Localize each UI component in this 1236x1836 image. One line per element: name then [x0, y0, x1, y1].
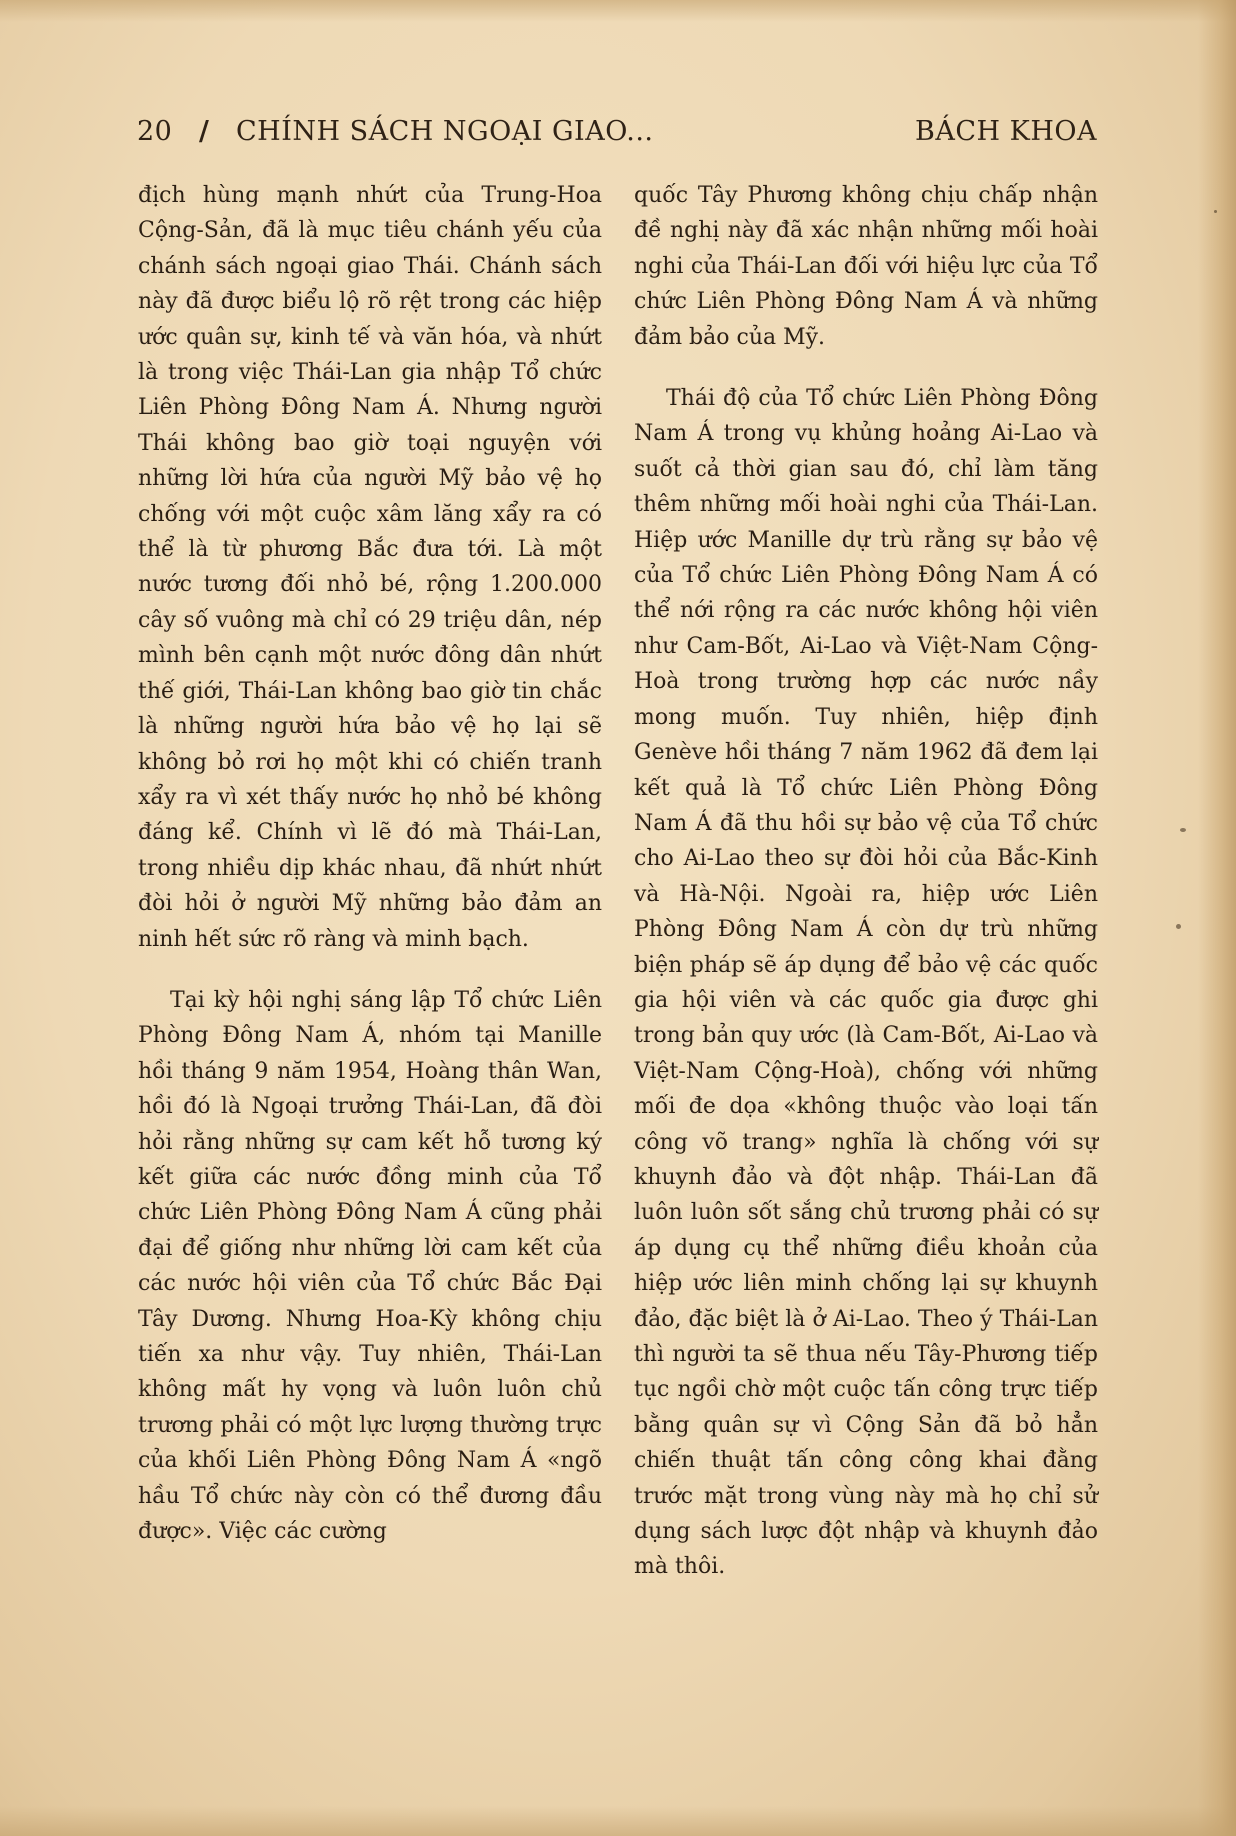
paper-speck	[1180, 828, 1186, 832]
page-right-edge-shading	[1198, 0, 1236, 1836]
paragraph: địch hùng mạnh nhứt của Trung-Hoa Cộng-Sản, đã là mục tiêu chánh yếu của chánh sách ngoại giao Thái. Chánh sách này đã được biểu lộ rõ rệt trong các hiệp ước quân sự, kinh tế và văn hóa, và nhứt là trong việc Thái-Lan gia nhập Tổ chức Liên Phòng Đông Nam Á. Nhưng người Thái không bao giờ toại nguyện với những lời hứa của người Mỹ bảo vệ họ chống với một cuộc xâm lăng xẩy ra có thể là từ phương Bắc đưa tới. Là một nước tương đối nhỏ bé, rộng 1.200.000 cây số vuông mà chỉ có 29 triệu dân, nép mình bên cạnh một nước đông dân nhứt thế giới, Thái-Lan không bao giờ tin chắc là những người hứa bảo vệ họ lại sẽ không bỏ rơi họ một khi có chiến tranh xẩy ra vì xét thấy nước họ nhỏ bé không đáng kể. Chính vì lẽ đó mà Thái-Lan, trong nhiều dịp khác nhau, đã nhứt nhứt đòi hỏi ở người Mỹ những bảo đảm an ninh hết sức rõ ràng và minh bạch.	[138, 183, 602, 952]
paragraph: Tại kỳ hội nghị sáng lập Tổ chức Liên Phòng Đông Nam Á, nhóm tại Manille hồi tháng 9 năm 1954, Hoàng thân Wan, hồi đó là Ngoại trưởng Thái-Lan, đã đòi hỏi rằng những sự cam kết hỗ tương ký kết giữa các nước đồng minh của Tổ chức Liên Phòng Đông Nam Á cũng phải đại để giống như những lời cam kết của các nước hội viên của Tổ chức Bắc Đại Tây Dương. Nhưng Hoa-Kỳ không chịu tiến xa như vậy. Tuy nhiên, Thái-Lan không mất hy vọng và luôn luôn chủ trương phải có một lực lượng thường trực của khối Liên Phòng Đông Nam Á «ngõ hầu Tổ chức này còn có thể đương đầu được». Việc các cường	[138, 987, 602, 1545]
header-separator: /	[199, 116, 210, 147]
article-title: CHÍNH SÁCH NGOẠI GIAO...	[236, 116, 654, 147]
magazine-name: BÁCH KHOA	[915, 116, 1097, 147]
paragraph-gap	[138, 957, 602, 983]
paragraph: quốc Tây Phương không chịu chấp nhận đề nghị này đã xác nhận những mối hoài nghi của Thái-Lan đối với hiệu lực của Tổ chức Liên Phòng Đông Nam Á và những đảm bảo của Mỹ.	[634, 183, 1098, 350]
page-top-edge-shading	[0, 0, 1236, 22]
paper-speck	[1176, 924, 1181, 929]
running-header	[137, 116, 1097, 156]
left-column	[138, 178, 602, 1549]
paragraph: Thái độ của Tổ chức Liên Phòng Đông Nam Á trong vụ khủng hoảng Ai-Lao và suốt cả thời gian sau đó, chỉ làm tăng thêm những mối hoài nghi của Thái-Lan. Hiệp ước Manille dự trù rằng sự bảo vệ của Tổ chức Liên Phòng Đông Nam Á có thể nới rộng ra các nước không hội viên như Cam-Bốt, Ai-Lao và Việt-Nam Cộng-Hoà trong trường hợp các nước nầy mong muốn. Tuy nhiên, hiệp định Genève hồi tháng 7 năm 1962 đã đem lại kết quả là Tổ chức Liên Phòng Đông Nam Á đã thu hồi sự bảo vệ của Tổ chức cho Ai-Lao theo sự đòi hỏi của Bắc-Kinh và Hà-Nội. Ngoài ra, hiệp ước Liên Phòng Đông Nam Á còn dự trù những biện pháp sẽ áp dụng để bảo vệ các quốc gia hội viên và các quốc gia được ghi trong bản quy ước (là Cam-Bốt, Ai-Lao và Việt-Nam Cộng-Hoà), chống với những mối đe dọa «không thuộc vào loại tấn công võ trang» nghĩa là chống với sự khuynh đảo và đột nhập. Thái-Lan đã luôn luôn sốt sắng chủ trương phải có sự áp dụng cụ thể những điều khoản của hiệp ước liên minh chống lại sự khuynh đảo, đặc biệt là ở Ai-Lao. Theo ý Thái-Lan thì người ta sẽ thua nếu Tây-Phương tiếp tục ngồi chờ một cuộc tấn công trực tiếp bằng quân sự vì Cộng Sản đã bỏ hẳn chiến thuật tấn công công khai đằng trước mặt trong vùng này mà họ chỉ sử dụng sách lược đột nhập và khuynh đảo mà thôi.	[634, 386, 1098, 1580]
right-column	[634, 178, 1098, 1585]
page-bottom-edge-shading	[0, 1806, 1236, 1836]
paragraph-gap	[634, 355, 1098, 381]
paper-speck	[1214, 210, 1217, 213]
page-number: 20	[137, 116, 173, 147]
